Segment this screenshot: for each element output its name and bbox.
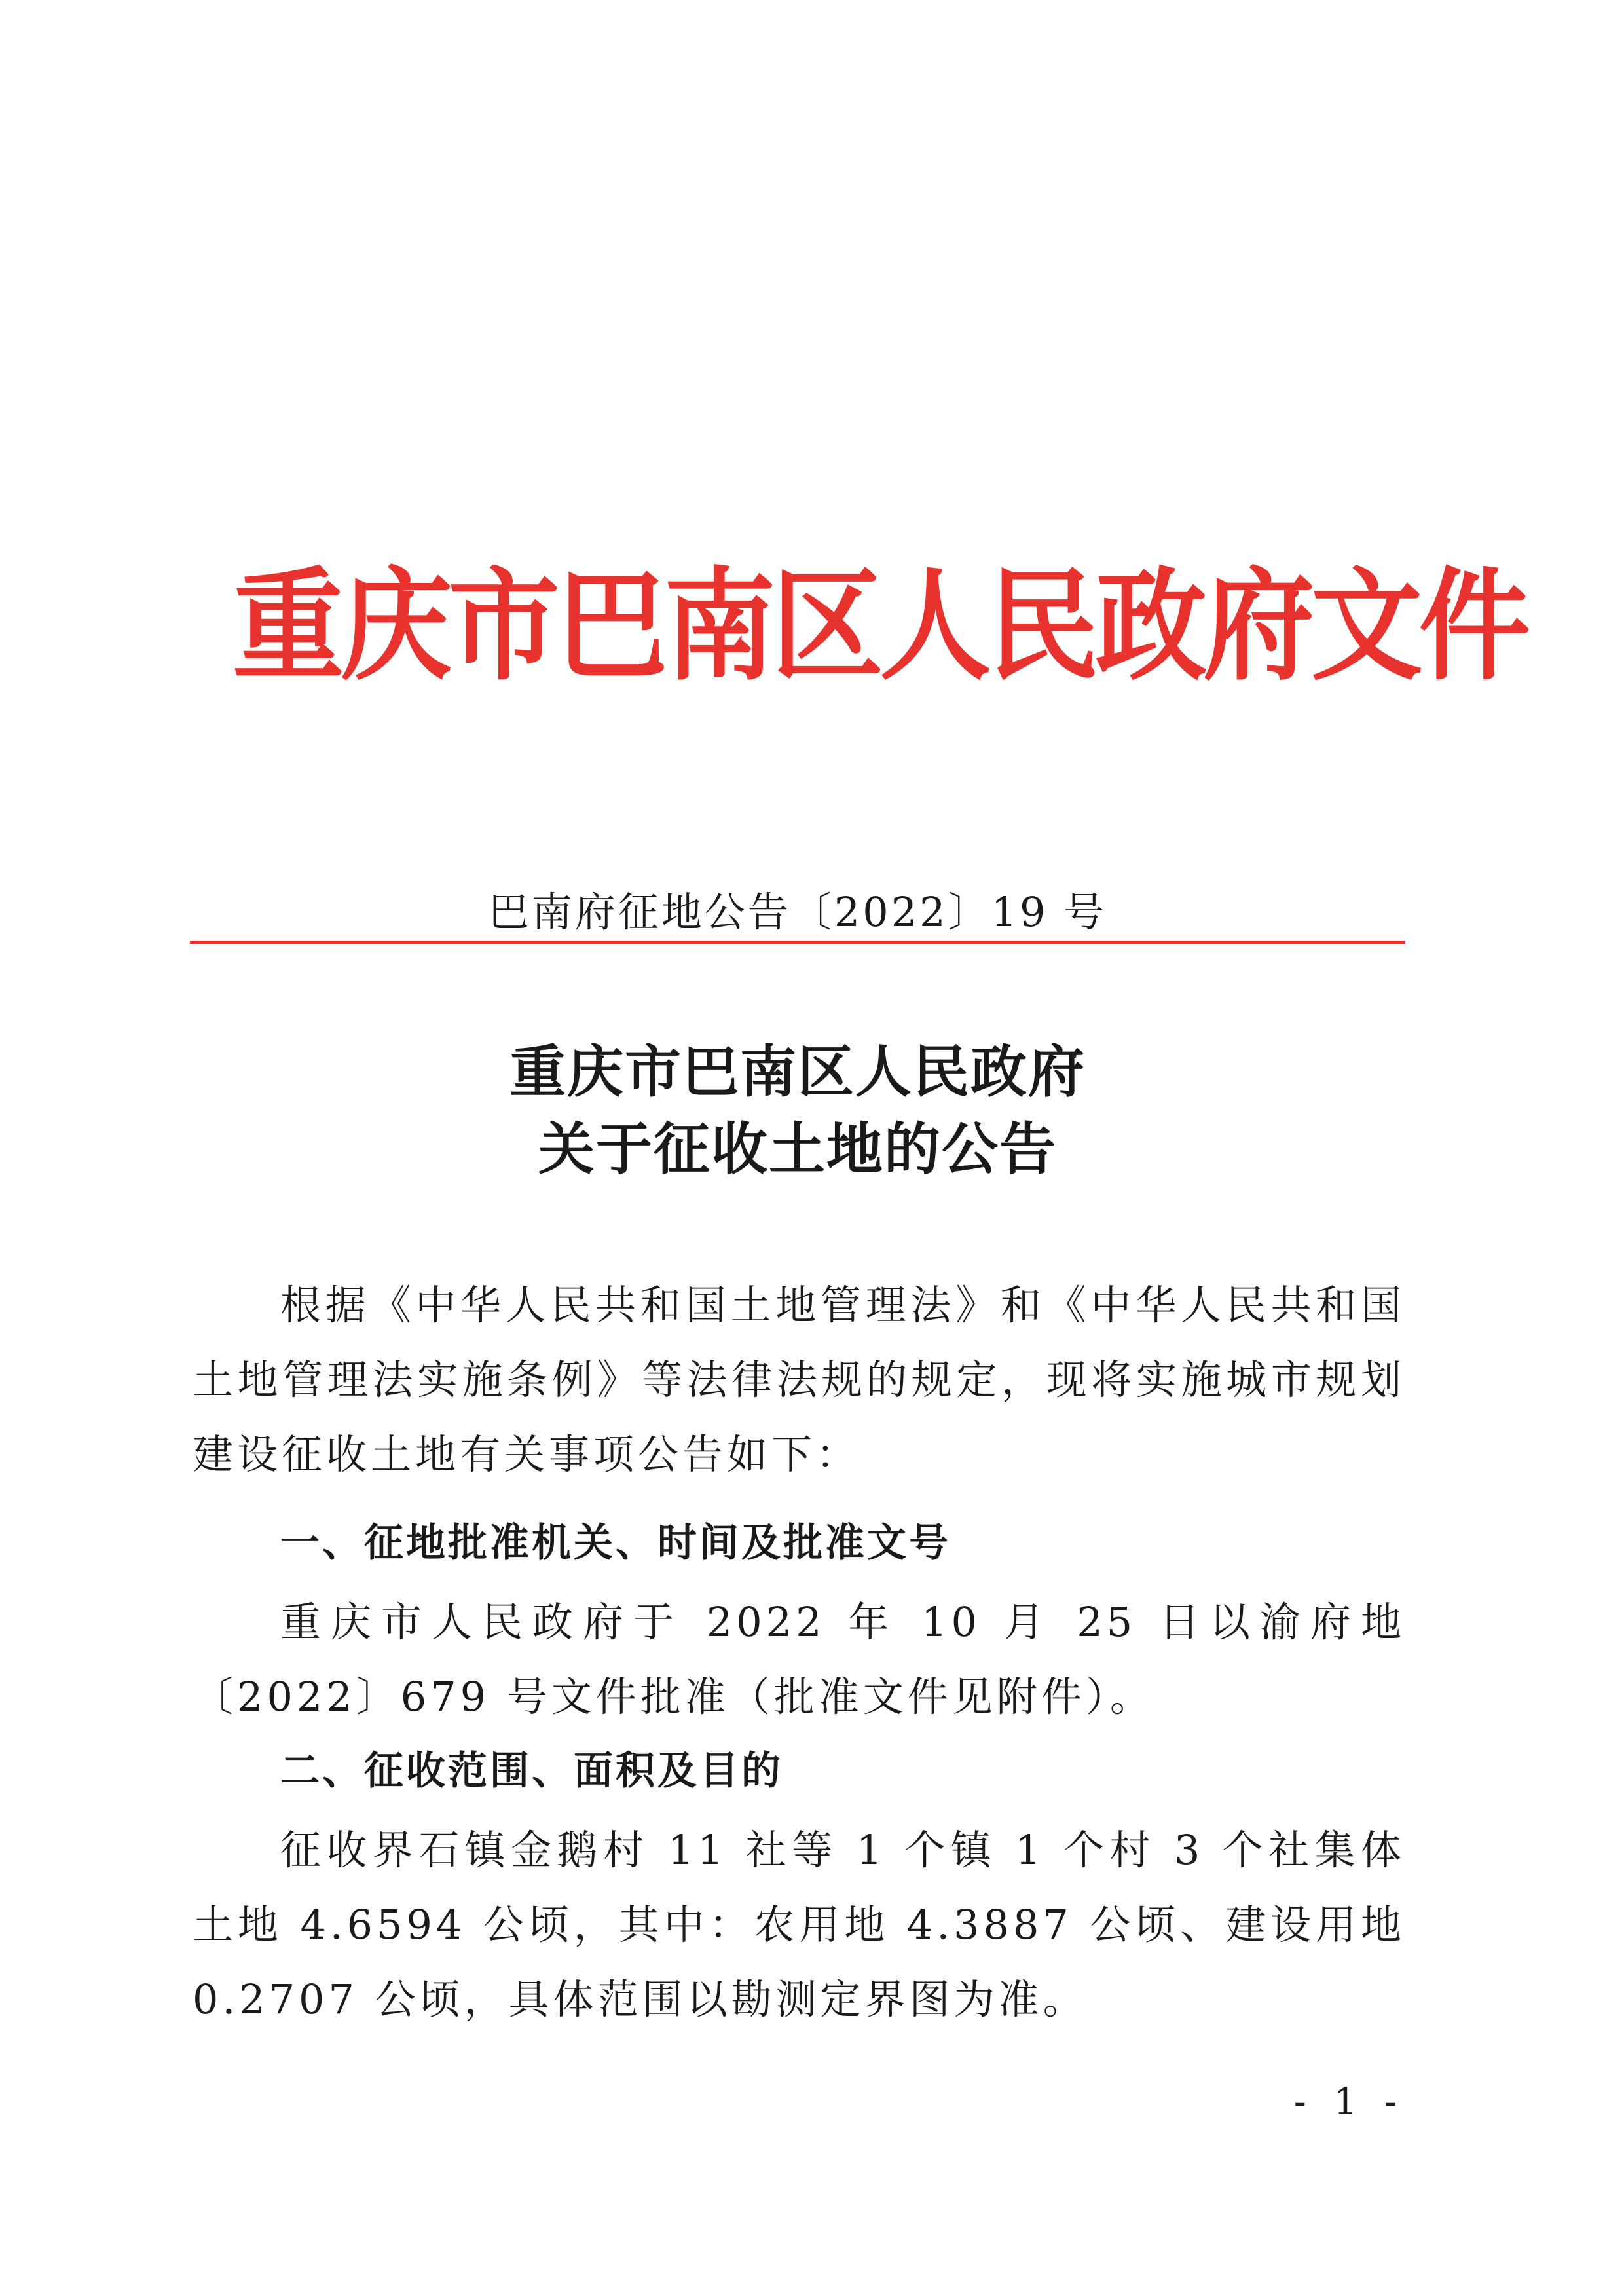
red-divider-line: [190, 941, 1405, 944]
document-masthead: 重庆市巴南区人民政府文件: [232, 554, 1527, 697]
document-number: 巴南府征地公告〔2022〕19 号: [488, 888, 1107, 936]
document-title-line-2: 关于征收土地的公告: [538, 1116, 1057, 1182]
section-2-paragraph: 征收界石镇金鹅村 11 社等 1 个镇 1 个村 3 个社集体土地 4.6594 公顷，其中：农用地 4.3887 公顷、建设用地 0.2707 公顷，具体范围以勘测定界图为准。: [193, 1826, 1405, 2023]
page-number: - 1 -: [1293, 2081, 1405, 2123]
section-1-block: [193, 1585, 1405, 1734]
section-1-paragraph: 重庆市人民政府于 2022 年 10 月 25 日以渝府地〔2022〕679 号文件批准（批准文件见附件）。: [193, 1598, 1405, 1721]
intro-paragraph-block: [193, 1268, 1405, 1492]
document-title-line-1: 重庆市巴南区人民政府: [509, 1039, 1086, 1105]
section-2-block: [193, 1813, 1405, 2037]
section-2-heading: 二、征收范围、面积及目的: [280, 1748, 783, 1794]
section-1-heading: 一、征地批准机关、时间及批准文号: [280, 1520, 951, 1566]
intro-paragraph: 根据《中华人民共和国土地管理法》和《中华人民共和国土地管理法实施条例》等法律法规的规定，现将实施城市规划建设征收土地有关事项公告如下：: [193, 1281, 1405, 1478]
